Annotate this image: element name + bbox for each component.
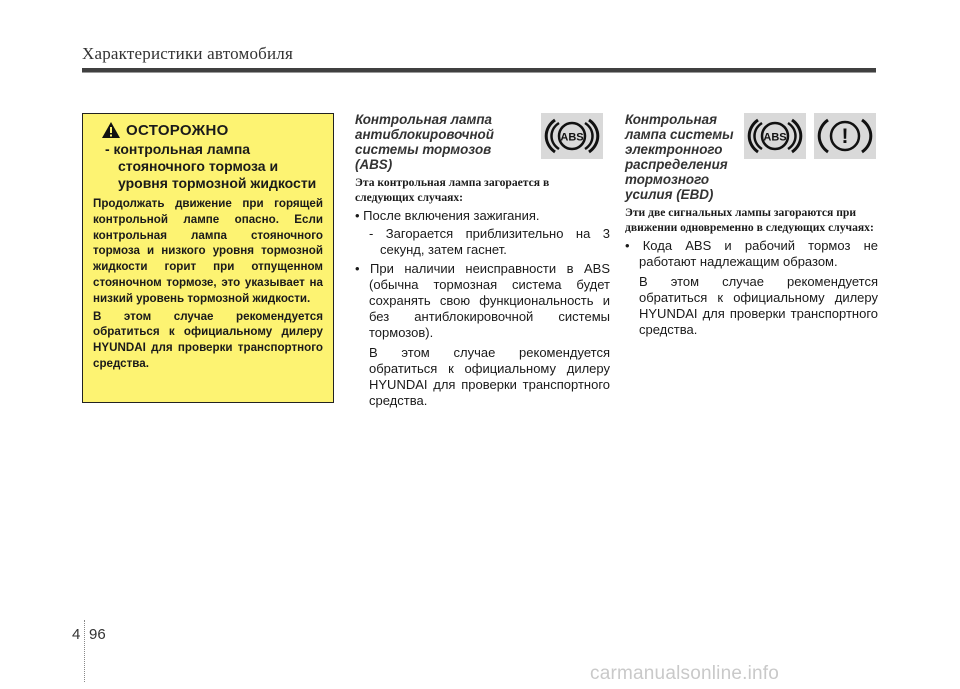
ebd-section-title-part — [625, 112, 737, 202]
caution-paragraph: В этом случае рекомендуется обратиться к официальному дилеру HYUNDAI для проверки транспортного средства. — [93, 309, 323, 370]
page-number: 96 — [89, 626, 106, 643]
abs-section-paragraph: В этом случае рекомендуется обратиться к официальному дилеру HYUNDAI для проверки транспортного средства. — [369, 345, 610, 408]
ebd-section-lead: Эти две сигнальных лампы загораются при движении одновременно в следующих случаях: — [625, 206, 874, 234]
section-number: 4 — [72, 626, 81, 643]
caution-subtitle: - контрольная лампа стояночного тормоза и уровня тормозной жидкости — [105, 141, 317, 191]
caution-paragraph: Продолжать движение при горящей контрольной лампе опасно. Если контрольная лампа стояночного тормоза и низкого уровня тормозной жидкости горит при отпущенном стояночном тормозе, это указывает на низкий уровень тормозной жидкости. — [93, 197, 323, 305]
list-item: • При наличии неисправности в ABS (обычна тормозная система будет сохранять свою функциональность и без антиблокировочной системы тормозов). — [355, 261, 610, 340]
brake-lamp-label: ! — [841, 125, 849, 148]
list-item: • После включения зажигания. — [355, 208, 540, 223]
page-number-separator — [84, 620, 86, 682]
abs-lamp-label: ABS — [560, 131, 584, 144]
page-header-title: Характеристики автомобиля — [82, 44, 293, 63]
ebd-lamp-section — [625, 112, 878, 338]
ebd-section-paragraph: В этом случае рекомендуется обратиться к официальному дилеру HYUNDAI для проверки транспортного средства. — [639, 274, 878, 337]
watermark: carmanualsonline.info — [590, 663, 780, 684]
list-subitem: - Загорается приблизительно на 3 секунд, затем гаснет. — [369, 226, 610, 257]
ebd-section-title: Контрольная лампа системы электронного распределения тормозного усилия (EBD) — [625, 112, 734, 202]
caution-title: ОСТОРОЖНО — [126, 121, 229, 139]
ebd-abs-lamp-label: ABS — [763, 131, 787, 144]
list-item: • Кода ABS и рабочий тормоз не работают надлежащим образом. — [625, 238, 878, 269]
warning-triangle-icon — [101, 121, 121, 139]
caution-box — [82, 113, 334, 403]
caution-header — [101, 121, 323, 139]
abs-section-lead: Эта контрольная лампа загорается в следующих случаях: — [355, 176, 550, 204]
header-rule-thin — [82, 72, 876, 73]
abs-lamp-section — [355, 112, 610, 409]
abs-section-title: Контрольная лампа антиблокировочной системы тормозов (ABS) — [355, 112, 494, 172]
